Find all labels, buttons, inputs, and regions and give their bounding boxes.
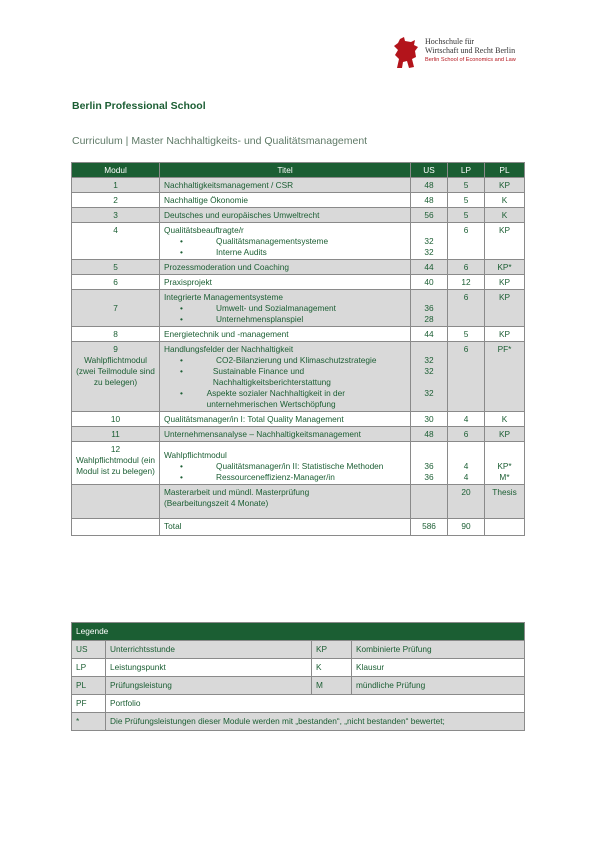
modul-cell [72, 519, 160, 536]
title-cell: Total [160, 519, 411, 536]
pl-cell: KP [485, 223, 525, 260]
pl-cell: KP [485, 275, 525, 290]
lp-cell: 6 [448, 223, 485, 260]
table-row [72, 427, 525, 442]
logo-line-3: Berlin School of Economics and Law [425, 57, 516, 63]
bullet: • [180, 366, 183, 376]
bullet: • [180, 247, 183, 257]
submodule-us: 32 [424, 366, 434, 376]
us-cell: 40 [411, 275, 448, 290]
submodule-title: Qualitätsmanagementsysteme [216, 236, 329, 246]
pl-cell: KP [485, 427, 525, 442]
table-row [72, 193, 525, 208]
us-cell [411, 485, 448, 519]
lp-cell: 5 [448, 193, 485, 208]
modul-cell: 4 [72, 223, 160, 260]
modul-cell: 11 [72, 427, 160, 442]
lp-cell: 90 [448, 519, 485, 536]
bullet: • [180, 388, 183, 398]
us-cell: 44 [411, 327, 448, 342]
table-row [72, 260, 525, 275]
modul-cell: 5 [72, 260, 160, 275]
module-title: Handlungsfelder der Nachhaltigkeit [164, 344, 294, 354]
curriculum-table [71, 162, 525, 536]
pl-cell [485, 519, 525, 536]
legend-header-row [72, 623, 525, 641]
legend-key: PF [72, 695, 106, 713]
submodule-us: 32 [424, 236, 434, 246]
lp-cell: 4 [448, 412, 485, 427]
lp-cell: 20 [448, 485, 485, 519]
table-row [72, 327, 525, 342]
us-cell: 56 [411, 208, 448, 223]
legend-value: Leistungspunkt [106, 659, 312, 677]
modul-cell [72, 442, 160, 485]
title-cell: Praxisprojekt [160, 275, 411, 290]
col-header-titel: Titel [160, 163, 411, 178]
col-header-us: US [411, 163, 448, 178]
legend-value: Kombinierte Prüfung [352, 641, 525, 659]
title-cell: Prozessmoderation und Coaching [160, 260, 411, 275]
legend-key: K [312, 659, 352, 677]
submodule-pl: M* [499, 472, 510, 482]
submodule-us: 36 [424, 303, 434, 313]
legend-row [72, 659, 525, 677]
table-row [72, 178, 525, 193]
title-cell [160, 223, 411, 260]
us-cell [411, 223, 448, 260]
modul-cell: 10 [72, 412, 160, 427]
legend-key: PL [72, 677, 106, 695]
submodule-title: Umwelt- und Sozialmanagement [216, 303, 336, 313]
modul-cell [72, 485, 160, 519]
title-cell: Qualitätsmanager/in I: Total Quality Management [160, 412, 411, 427]
lp-cell: 6 [448, 290, 485, 327]
us-cell: 44 [411, 260, 448, 275]
berlin-bear-icon [393, 37, 419, 69]
bullet: • [180, 461, 183, 471]
submodule-title: Sustainable Finance und Nachhaltigkeitsberichterstattung [212, 366, 331, 387]
submodule-pl: KP* [497, 461, 512, 471]
pl-cell: KP* [485, 260, 525, 275]
title-cell [160, 442, 411, 485]
table-row [72, 412, 525, 427]
table-row [72, 275, 525, 290]
submodule-lp: 4 [463, 472, 469, 482]
title-cell [160, 342, 411, 412]
us-cell: 48 [411, 427, 448, 442]
legend-row [72, 641, 525, 659]
module-title: Wahlpflichtmodul [164, 450, 227, 460]
lp-cell: 5 [448, 208, 485, 223]
us-cell [411, 342, 448, 412]
title-cell: Nachhaltigkeitsmanagement / CSR [160, 178, 411, 193]
us-cell: 48 [411, 178, 448, 193]
module-title-note: (Bearbeitungszeit 4 Monate) [164, 498, 269, 508]
legend-key: KP [312, 641, 352, 659]
legend-note-row [72, 713, 525, 731]
submodule-title: Interne Audits [216, 247, 267, 257]
pl-cell [485, 442, 525, 485]
col-header-modul: Modul [72, 163, 160, 178]
legend-value: mündliche Prüfung [352, 677, 525, 695]
legend-table [71, 622, 525, 731]
lp-cell: 6 [448, 342, 485, 412]
submodule-us: 32 [424, 388, 434, 398]
module-title: Qualitätsbeauftragte/r [164, 225, 244, 235]
pl-cell: KP [485, 290, 525, 327]
hwr-logo [393, 37, 543, 71]
table-row [72, 208, 525, 223]
col-header-lp: LP [448, 163, 485, 178]
table-row [72, 519, 525, 536]
legend-row [72, 695, 525, 713]
us-cell: 30 [411, 412, 448, 427]
bullet: • [180, 314, 183, 324]
lp-cell: 5 [448, 178, 485, 193]
bullet: • [180, 236, 183, 246]
lp-cell: 12 [448, 275, 485, 290]
legend-key: LP [72, 659, 106, 677]
submodule-title: Aspekte sozialer Nachhaltigkeit in der unternehmerischen Wertschöpfung [206, 388, 345, 409]
logo-line-1: Hochschule für [425, 37, 475, 46]
modul-cell [72, 342, 160, 412]
pl-cell: K [485, 193, 525, 208]
table-row [72, 442, 525, 485]
lp-cell: 6 [448, 260, 485, 275]
pl-cell: K [485, 412, 525, 427]
table-row [72, 223, 525, 260]
table-row [72, 342, 525, 412]
modul-cell: 8 [72, 327, 160, 342]
bullet: • [180, 303, 183, 313]
modul-cell: 3 [72, 208, 160, 223]
legend-row [72, 677, 525, 695]
legend-key: US [72, 641, 106, 659]
us-cell: 586 [411, 519, 448, 536]
lp-cell: 6 [448, 427, 485, 442]
title-cell [160, 485, 411, 519]
submodule-us: 36 [424, 461, 434, 471]
legend-note-key: * [72, 713, 106, 731]
us-cell [411, 442, 448, 485]
bullet: • [180, 355, 183, 365]
pl-cell: PF* [485, 342, 525, 412]
us-cell [411, 290, 448, 327]
module-title: Masterarbeit und mündl. Masterprüfung [164, 487, 310, 497]
submodule-lp: 4 [463, 461, 469, 471]
pl-cell: Thesis [485, 485, 525, 519]
legend-title: Legende [72, 623, 525, 641]
pl-cell: KP [485, 327, 525, 342]
submodule-us: 32 [424, 247, 434, 257]
submodule-title: CO2-Bilanzierung und Klimaschutzstrategie [216, 355, 377, 365]
page-subtitle: Curriculum | Master Nachhaltigkeits- und Qualitätsmanagement [72, 135, 368, 147]
table-header-row [72, 163, 525, 178]
title-cell: Nachhaltige Ökonomie [160, 193, 411, 208]
module-title: Integrierte Managementsysteme [164, 292, 283, 302]
title-cell: Unternehmensanalyse – Nachhaltigkeitsmanagement [160, 427, 411, 442]
lp-cell: 5 [448, 327, 485, 342]
legend-value: Prüfungsleistung [106, 677, 312, 695]
submodule-us: 36 [424, 472, 434, 482]
submodule-us: 32 [424, 355, 434, 365]
legend-value: Unterrichtsstunde [106, 641, 312, 659]
us-cell: 48 [411, 193, 448, 208]
legend-key: M [312, 677, 352, 695]
modul-cell: 1 [72, 178, 160, 193]
submodule-title: Qualitätsmanager/in II: Statistische Methoden [216, 461, 384, 471]
logo-line-2: Wirtschaft und Recht Berlin [425, 46, 516, 55]
pl-cell: KP [485, 178, 525, 193]
title-cell: Energietechnik und -management [160, 327, 411, 342]
table-row [72, 290, 525, 327]
modul-note: Wahlpflichtmodul (ein Modul ist zu belegen) [76, 455, 156, 476]
modul-note: Wahlpflichtmodul (zwei Teilmodule sind zu belegen) [76, 355, 155, 387]
modul-cell: 6 [72, 275, 160, 290]
modul-cell: 7 [72, 290, 160, 327]
title-cell [160, 290, 411, 327]
col-header-pl: PL [485, 163, 525, 178]
legend-value: Klausur [352, 659, 525, 677]
title-cell: Deutsches und europäisches Umweltrecht [160, 208, 411, 223]
modul-number: 12 [110, 444, 121, 454]
school-name: Berlin Professional School [72, 100, 206, 112]
pl-cell: K [485, 208, 525, 223]
legend-note: Die Prüfungsleistungen dieser Module werden mit „bestanden“, „nicht bestanden“ bewertet; [106, 713, 525, 731]
legend-value: Portfolio [106, 695, 525, 713]
modul-cell: 2 [72, 193, 160, 208]
bullet: • [180, 472, 183, 482]
lp-cell [448, 442, 485, 485]
modul-number: 9 [113, 344, 118, 354]
table-row [72, 485, 525, 519]
submodule-us: 28 [424, 314, 434, 324]
submodule-title: Ressourceneffizienz-Manager/in [216, 472, 335, 482]
submodule-title: Unternehmensplanspiel [216, 314, 304, 324]
